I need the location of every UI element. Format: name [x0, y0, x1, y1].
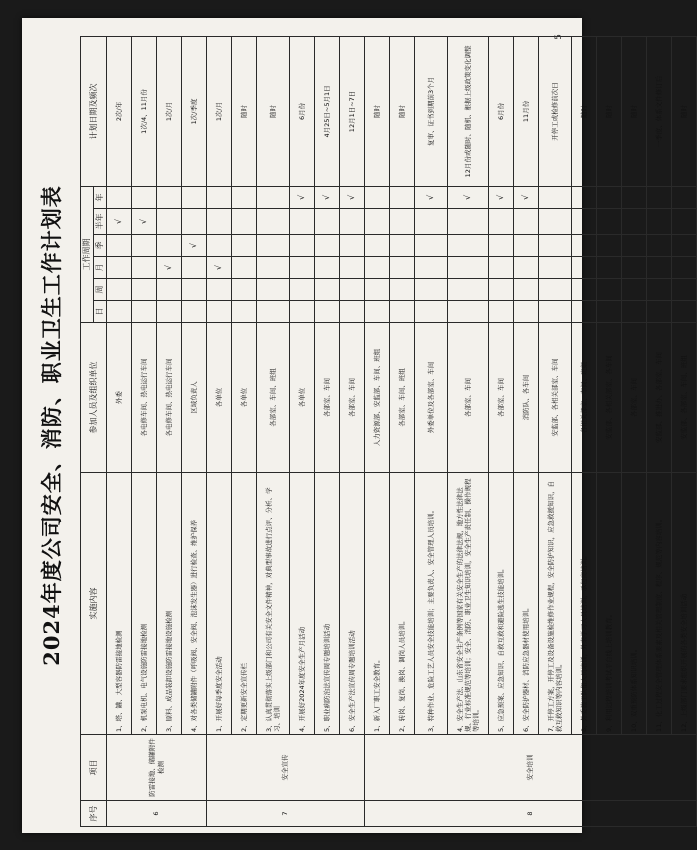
cycle-cell	[647, 279, 672, 301]
row-units: 安监部、各部室、车间、班组	[672, 323, 697, 473]
cycle-cell	[340, 279, 365, 301]
row-schedule: 6月份	[290, 36, 315, 186]
cycle-cell	[448, 301, 489, 323]
cycle-cell	[489, 235, 514, 257]
cycle-cell	[365, 209, 390, 235]
group-project: 安全宣传	[207, 735, 365, 801]
table-row	[539, 36, 572, 826]
row-units: 安监部、各相关部室、车间	[539, 323, 572, 473]
cycle-cell	[448, 235, 489, 257]
group-seq: 7	[207, 801, 365, 827]
check-mark: √	[182, 235, 207, 257]
header-cycle-day: 日	[94, 301, 107, 323]
table-row	[290, 36, 315, 826]
cycle-cell	[597, 186, 622, 208]
row-units: 各相关部室、车间、班组	[572, 323, 597, 473]
page-number: 5	[554, 34, 564, 40]
check-mark: √	[489, 186, 514, 208]
check-mark: √	[107, 209, 132, 235]
check-mark: √	[207, 257, 232, 279]
cycle-cell	[514, 301, 539, 323]
check-mark: √	[514, 186, 539, 208]
row-content: 7、开停工方案，开停工及设备设施检维修作业规程，安全防护知识，应急救援知识，自救互救知识等内容培训。	[539, 473, 572, 735]
header-content: 实施内容	[81, 473, 107, 735]
cycle-cell	[539, 301, 572, 323]
row-content: 1、开展好每季度安全活动	[207, 473, 232, 735]
cycle-cell	[132, 257, 157, 279]
table-row	[647, 36, 672, 826]
cycle-cell	[257, 301, 290, 323]
cycle-cell	[647, 301, 672, 323]
cycle-cell	[132, 279, 157, 301]
row-units: 安监部、推进办、各部室、车间	[647, 323, 672, 473]
row-units: 安监部、各相关部室、各车间	[597, 323, 622, 473]
row-schedule: 2次/年	[107, 36, 132, 186]
row-schedule: 6月份	[489, 36, 514, 186]
cycle-cell	[207, 186, 232, 208]
row-units: 各单位	[290, 323, 315, 473]
cycle-cell	[107, 279, 132, 301]
cycle-cell	[157, 301, 182, 323]
row-schedule: 复审、证书到期前3个月	[415, 36, 448, 186]
cycle-cell	[672, 279, 697, 301]
row-content: 6、安全防护器材、消防应急器材使用培训。	[514, 473, 539, 735]
row-content: 2、机泵电机、电气设施防雷接地检测	[132, 473, 157, 735]
row-schedule: 随时	[257, 36, 290, 186]
check-mark: √	[157, 257, 182, 279]
cycle-cell	[232, 235, 257, 257]
cycle-cell	[157, 209, 182, 235]
cycle-cell	[157, 279, 182, 301]
cycle-cell	[572, 235, 597, 257]
cycle-cell	[315, 209, 340, 235]
cycle-cell	[157, 186, 182, 208]
table-row	[107, 36, 132, 826]
table-row	[572, 36, 597, 826]
cycle-cell	[672, 301, 697, 323]
check-mark: √	[290, 186, 315, 208]
cycle-cell	[207, 235, 232, 257]
row-content: 3、特种作业、危险工艺人员安全技能培训；主要负责人、安全管理人员培训。	[415, 473, 448, 735]
row-schedule: 随时	[572, 36, 597, 186]
row-schedule: 1次/月	[207, 36, 232, 186]
group-seq: 8	[365, 801, 697, 827]
cycle-cell	[514, 235, 539, 257]
cycle-cell	[672, 235, 697, 257]
cycle-cell	[415, 279, 448, 301]
row-units: 外委	[107, 323, 132, 473]
cycle-cell	[365, 235, 390, 257]
row-units: 各单位	[207, 323, 232, 473]
table-row	[514, 36, 539, 826]
row-units: 消防队、各车间	[514, 323, 539, 473]
cycle-cell	[207, 301, 232, 323]
cycle-cell	[415, 301, 448, 323]
cycle-cell	[390, 235, 415, 257]
table-row	[157, 36, 182, 826]
cycle-cell	[340, 209, 365, 235]
cycle-cell	[315, 257, 340, 279]
cycle-cell	[597, 209, 622, 235]
table-row	[340, 36, 365, 826]
work-plan-table	[80, 36, 697, 827]
row-units: 各部室、车间、班组	[390, 323, 415, 473]
row-schedule: 随时	[672, 36, 697, 186]
cycle-cell	[489, 301, 514, 323]
cycle-cell	[132, 235, 157, 257]
cycle-cell	[597, 279, 622, 301]
cycle-cell	[390, 257, 415, 279]
row-content: 4、开展好2024年度安全生产月活动	[290, 473, 315, 735]
row-content: 1、塔、罐、大型容器防雷接地检测	[107, 473, 132, 735]
cycle-cell	[182, 209, 207, 235]
row-schedule: 随时	[390, 36, 415, 186]
check-mark: √	[340, 186, 365, 208]
cycle-cell	[489, 279, 514, 301]
cycle-cell	[539, 279, 572, 301]
row-content: 8、外委施工队伍人员培训，外来学习人员培训，承包商培训。	[572, 473, 597, 735]
row-content: 2、转岗、复岗、换岗、调岗人员培训。	[390, 473, 415, 735]
row-units: 区域负责人	[182, 323, 207, 473]
check-mark: √	[315, 186, 340, 208]
table-row	[232, 36, 257, 826]
cycle-cell	[489, 209, 514, 235]
cycle-cell	[390, 301, 415, 323]
row-schedule: 随时	[365, 36, 390, 186]
header-cycle-month: 月	[94, 257, 107, 279]
table-row	[622, 36, 647, 826]
row-schedule: 1次/4、11月份	[132, 36, 157, 186]
cycle-cell	[622, 186, 647, 208]
header-cycle: 工作周期	[81, 186, 94, 322]
row-content: 4、对各类储罐附件（呼吸阀、安全阀、泡沫发生器）进行检查、维护保养	[182, 473, 207, 735]
row-content: 11、化工过程安全管理体系要素及相关管理制度、程序、规范等内容培训。	[647, 473, 672, 735]
cycle-cell	[597, 301, 622, 323]
cycle-cell	[340, 235, 365, 257]
document-page	[22, 18, 688, 833]
cycle-cell	[597, 257, 622, 279]
cycle-cell	[290, 209, 315, 235]
cycle-cell	[539, 257, 572, 279]
row-units: 各部室、车间	[315, 323, 340, 473]
table-row	[390, 36, 415, 826]
header-cycle-quarter: 季	[94, 235, 107, 257]
cycle-cell	[514, 279, 539, 301]
row-schedule: 一季度、体系文件修订后	[647, 36, 672, 186]
cycle-cell	[622, 279, 647, 301]
cycle-cell	[572, 186, 597, 208]
row-schedule: 12月1日~7日	[340, 36, 365, 186]
header-seq: 序号	[81, 801, 107, 827]
check-mark: √	[415, 186, 448, 208]
row-schedule: 4月25日~5月1日	[315, 36, 340, 186]
table-row	[415, 36, 448, 826]
cycle-cell	[132, 301, 157, 323]
check-mark: √	[448, 186, 489, 208]
header-schedule: 计划日期及频次	[81, 36, 107, 186]
cycle-cell	[107, 257, 132, 279]
cycle-cell	[415, 257, 448, 279]
cycle-cell	[390, 186, 415, 208]
cycle-cell	[448, 209, 489, 235]
cycle-cell	[647, 235, 672, 257]
cycle-cell	[290, 235, 315, 257]
cycle-cell	[622, 209, 647, 235]
cycle-cell	[365, 186, 390, 208]
cycle-cell	[207, 279, 232, 301]
row-content: 6、安全生产法宣传周专题培训活动	[340, 473, 365, 735]
table-row	[489, 36, 514, 826]
cycle-cell	[232, 279, 257, 301]
cycle-cell	[207, 209, 232, 235]
row-content: 10、双重预防体系知识培训。	[622, 473, 647, 735]
row-units: 各电修车间、热电运行车间	[132, 323, 157, 473]
cycle-cell	[539, 209, 572, 235]
cycle-cell	[182, 186, 207, 208]
cycle-cell	[572, 209, 597, 235]
row-content: 9、利用远程培训考试平台线上培训教育。	[597, 473, 622, 735]
row-schedule: 1次/月	[157, 36, 182, 186]
cycle-cell	[622, 301, 647, 323]
row-units: 各部室、车间	[489, 323, 514, 473]
table-body	[107, 36, 697, 826]
row-units: 各部室、车间、班组	[257, 323, 290, 473]
table-row	[207, 36, 232, 826]
cycle-cell	[572, 301, 597, 323]
row-content: 3、认真贯彻落实上级部门和公司有关安全文件精神，对典型事故进行点评、分析、学习、培训	[257, 473, 290, 735]
rotated-content	[22, 18, 688, 833]
cycle-cell	[647, 186, 672, 208]
cycle-cell	[157, 235, 182, 257]
table-row	[132, 36, 157, 826]
cycle-cell	[448, 257, 489, 279]
cycle-cell	[539, 235, 572, 257]
row-content: 4、安全生产法、山东省安全生产条例等国家有关安全生产的法律法规，地方性法律法规、行业标准规范等培训；安全、消防、职业卫生知识培训，安全生产责任制、操作规程等培训。	[448, 473, 489, 735]
row-units: 各电修车间、热电运行车间	[157, 323, 182, 473]
row-content: 3、原料、成品装卸设施防雷接地设施检测	[157, 473, 182, 735]
row-content: 2、定期更新安全宣传栏	[232, 473, 257, 735]
cycle-cell	[315, 279, 340, 301]
cycle-cell	[232, 257, 257, 279]
cycle-cell	[672, 209, 697, 235]
header-cycle-halfyear: 半年	[94, 209, 107, 235]
row-units: 各部室、车间	[448, 323, 489, 473]
row-units: 各单位	[232, 323, 257, 473]
header-project: 项目	[81, 735, 107, 801]
cycle-cell	[257, 257, 290, 279]
cycle-cell	[514, 257, 539, 279]
cycle-cell	[232, 209, 257, 235]
cycle-cell	[257, 235, 290, 257]
cycle-cell	[415, 209, 448, 235]
cycle-cell	[415, 235, 448, 257]
cycle-cell	[647, 209, 672, 235]
cycle-cell	[672, 257, 697, 279]
cycle-cell	[182, 257, 207, 279]
cycle-cell	[489, 257, 514, 279]
cycle-cell	[390, 279, 415, 301]
cycle-cell	[365, 301, 390, 323]
row-schedule: 开停工或检修前次日	[539, 36, 572, 186]
row-schedule: 随时	[232, 36, 257, 186]
cycle-cell	[365, 279, 390, 301]
cycle-cell	[365, 257, 390, 279]
cycle-cell	[572, 257, 597, 279]
cycle-cell	[647, 257, 672, 279]
cycle-cell	[622, 235, 647, 257]
cycle-cell	[232, 186, 257, 208]
row-schedule: 1次/季度	[182, 36, 207, 186]
cycle-cell	[514, 209, 539, 235]
table-row	[182, 36, 207, 826]
cycle-cell	[290, 301, 315, 323]
cycle-cell	[257, 279, 290, 301]
cycle-cell	[290, 279, 315, 301]
cycle-cell	[340, 257, 365, 279]
row-units: 外委单位及各部室、车间	[415, 323, 448, 473]
row-units: 各部室、车间	[340, 323, 365, 473]
row-schedule: 12月份或随时、随机、根据上级政策变化调整	[448, 36, 489, 186]
group-project: 安全培训	[365, 735, 697, 801]
header-cycle-year: 年	[94, 186, 107, 208]
row-schedule: 随时	[597, 36, 622, 186]
cycle-cell	[182, 301, 207, 323]
cycle-cell	[182, 279, 207, 301]
group-project: 防雷接地、储罐附件检测	[107, 735, 207, 801]
table-row	[672, 36, 697, 826]
document-title: 2024年度公司安全、消防、职业卫生工作计划表	[39, 185, 64, 666]
cycle-cell	[257, 209, 290, 235]
cycle-cell	[390, 209, 415, 235]
cycle-cell	[257, 186, 290, 208]
group-seq: 6	[107, 801, 207, 827]
table-row	[257, 36, 290, 826]
cycle-cell	[315, 301, 340, 323]
row-content: 12、上级部门要求组织开展的各类安全培训活动	[672, 473, 697, 735]
cycle-cell	[597, 235, 622, 257]
cycle-cell	[340, 301, 365, 323]
row-content: 1、新入厂职工安全教育。	[365, 473, 390, 735]
row-units: 各部室、车间	[622, 323, 647, 473]
header-units: 参加人员及组织单位	[81, 323, 107, 473]
table-row	[315, 36, 340, 826]
cycle-cell	[232, 301, 257, 323]
row-schedule: 11月份	[514, 36, 539, 186]
cycle-cell	[448, 279, 489, 301]
cycle-cell	[572, 279, 597, 301]
header-cycle-week: 周	[94, 279, 107, 301]
row-content: 5、职业病防治法宣传周专题培训活动	[315, 473, 340, 735]
cycle-cell	[290, 257, 315, 279]
table-row	[448, 36, 489, 826]
table-row	[597, 36, 622, 826]
check-mark: √	[132, 209, 157, 235]
row-units: 人力资源部、安监部、车间、班组	[365, 323, 390, 473]
cycle-cell	[107, 301, 132, 323]
cycle-cell	[622, 257, 647, 279]
cycle-cell	[315, 235, 340, 257]
cycle-cell	[107, 186, 132, 208]
cycle-cell	[672, 186, 697, 208]
table-row	[365, 36, 390, 826]
row-content: 5、应急预案、应急知识、自救互救和避险逃生技能培训。	[489, 473, 514, 735]
cycle-cell	[539, 186, 572, 208]
cycle-cell	[132, 186, 157, 208]
cycle-cell	[107, 235, 132, 257]
row-schedule: 随时	[622, 36, 647, 186]
